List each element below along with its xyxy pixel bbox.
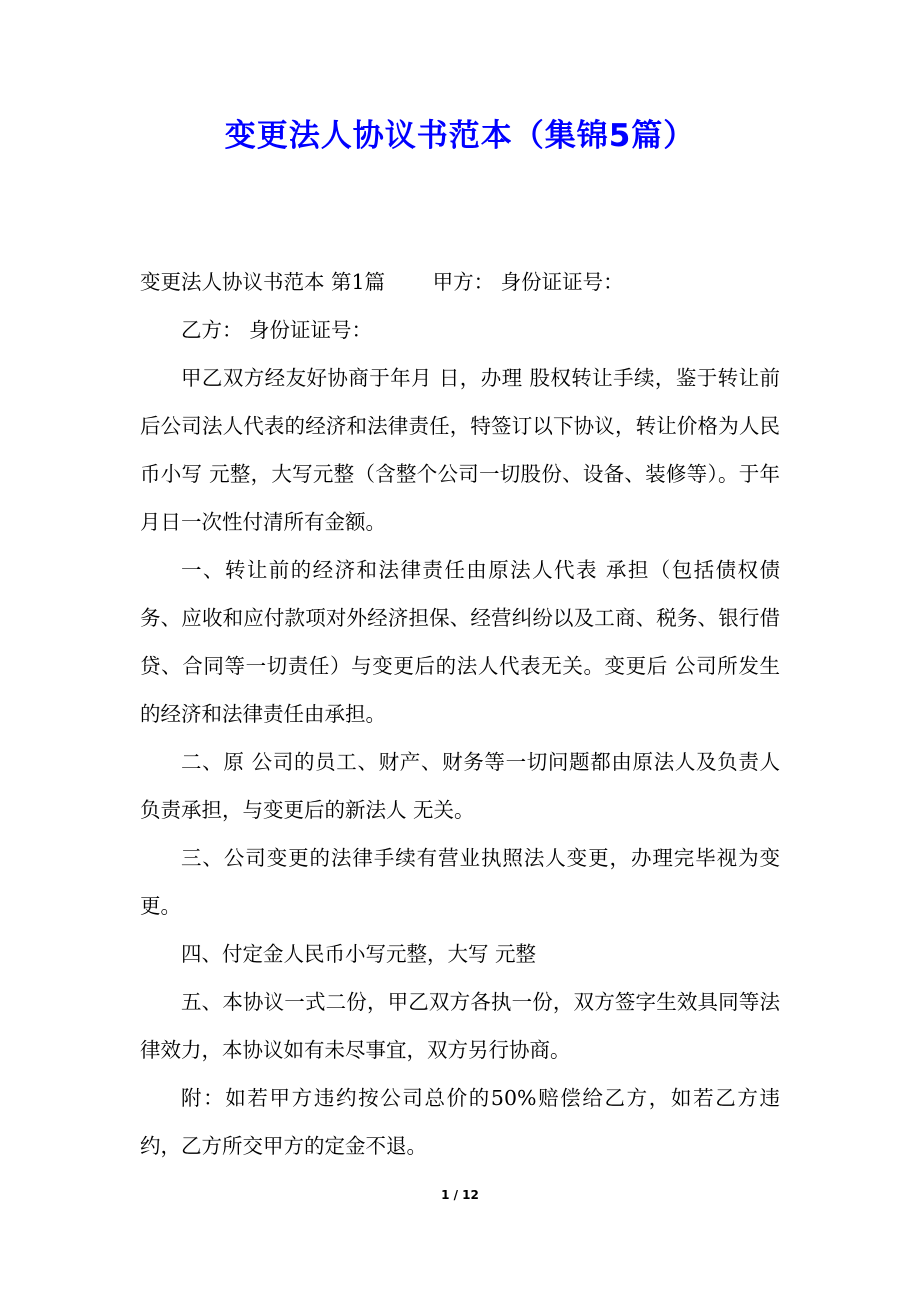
document-title: 变更法人协议书范本（集锦5篇） xyxy=(224,118,696,154)
document-body xyxy=(140,258,780,1170)
paragraph-clause-1: 一、转让前的经济和法律责任由原法人代表 承担（包括债权债务、应收和应付款项对外经济担保、经营纠纷以及工商、税务、银行借贷、合同等一切责任）与变更后的法人代表无关。变更后 公司所发生的经济和法律责任由承担。 xyxy=(140,558,780,726)
paragraph-clause-2: 二、原 公司的员工、财产、财务等一切问题都由原法人及负责人 负责承担，与变更后的新法人 无关。 xyxy=(140,750,780,822)
paragraph-heading-parties: 变更法人协议书范本 第1篇 甲方： 身份证证号： xyxy=(140,270,624,294)
paragraph-party-b: 乙方： 身份证证号： xyxy=(181,318,373,342)
paragraph-clause-4: 四、付定金人民币小写元整，大写 元整 xyxy=(181,942,537,966)
page-indicator: 1 / 12 xyxy=(441,1188,479,1202)
paragraph-intro: 甲乙双方经友好协商于年月 日，办理 股权转让手续，鉴于转让前后公司法人代表的经济和法律责任，特签订以下协议，转让价格为人民币小写 元整，大写元整（含整个公司一切股份、设备、装修等）。于年 月日一次性付清所有金额。 xyxy=(140,366,780,534)
paragraph-appendix: 附：如若甲方违约按公司总价的50%赔偿给乙方，如若乙方违约，乙方所交甲方的定金不退。 xyxy=(140,1086,780,1158)
paragraph-clause-5: 五、本协议一式二份，甲乙双方各执一份，双方签字生效具同等法律效力，本协议如有未尽事宜，双方另行协商。 xyxy=(140,990,780,1062)
paragraph-clause-3: 三、公司变更的法律手续有营业执照法人变更，办理完毕视为变更。 xyxy=(140,846,780,918)
